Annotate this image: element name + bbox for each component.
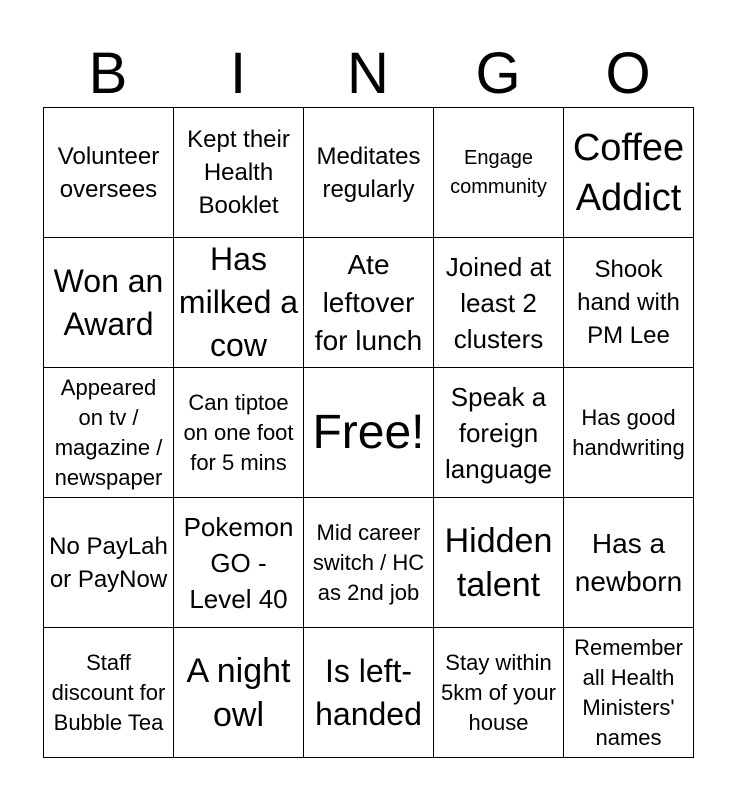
- cell-text: Engage community: [450, 146, 547, 198]
- bingo-cell[interactable]: [564, 238, 694, 368]
- bingo-cell[interactable]: [174, 108, 304, 238]
- bingo-cell[interactable]: [174, 628, 304, 758]
- cell-text: Stay within 5km of your house: [441, 649, 556, 735]
- cell-text: Has a newborn: [574, 527, 683, 597]
- cell-text: No PayLah or PayNow: [49, 532, 168, 593]
- bingo-cell[interactable]: [44, 108, 174, 238]
- cell-text: Meditates regularly: [316, 142, 421, 203]
- grid-row: [44, 108, 694, 238]
- grid-row: [44, 628, 694, 758]
- bingo-cell[interactable]: [44, 368, 174, 498]
- header-letter-i: I: [229, 41, 247, 106]
- cell-text: Pokemon GO - Level 40: [183, 511, 294, 614]
- header-letter-n: N: [347, 41, 389, 106]
- bingo-cell[interactable]: [434, 368, 564, 498]
- cell-text: Staff discount for Bubble Tea: [51, 649, 166, 735]
- cell-text: Has good handwriting: [572, 404, 685, 460]
- bingo-cell[interactable]: [564, 368, 694, 498]
- cell-text: Remember all Health Ministers' names: [574, 634, 683, 750]
- grid-row: [44, 368, 694, 498]
- bingo-grid: [43, 107, 694, 758]
- bingo-cell[interactable]: [174, 498, 304, 628]
- cell-text: Hidden talent: [444, 521, 553, 604]
- bingo-cell[interactable]: [434, 498, 564, 628]
- cell-text: Joined at least 2 clusters: [445, 251, 552, 354]
- cell-text: Mid career switch / HC as 2nd job: [312, 519, 425, 605]
- header-letter-b: B: [88, 41, 128, 106]
- bingo-cell[interactable]: [174, 368, 304, 498]
- bingo-cell[interactable]: [564, 628, 694, 758]
- header-letter-o: O: [605, 41, 651, 106]
- cell-text: Has milked a cow: [178, 241, 299, 363]
- bingo-cell[interactable]: [44, 498, 174, 628]
- bingo-cell[interactable]: [564, 498, 694, 628]
- bingo-cell[interactable]: [304, 238, 434, 368]
- grid-row: [44, 238, 694, 368]
- bingo-cell[interactable]: [304, 498, 434, 628]
- bingo-cell[interactable]: [304, 108, 434, 238]
- cell-text: Can tiptoe on one foot for 5 mins: [183, 389, 294, 475]
- cell-text: Ate leftover for lunch: [314, 248, 423, 356]
- bingo-cell[interactable]: [434, 628, 564, 758]
- bingo-cell[interactable]: [434, 238, 564, 368]
- bingo-cell[interactable]: [44, 628, 174, 758]
- cell-text: Volunteer oversees: [57, 142, 160, 203]
- bingo-header: [43, 40, 693, 108]
- cell-text: A night owl: [186, 651, 291, 734]
- bingo-cell[interactable]: [434, 108, 564, 238]
- grid-row: [44, 498, 694, 628]
- cell-text: Appeared on tv / magazine / newspaper: [54, 374, 163, 490]
- free-space-text: Free!: [312, 405, 425, 459]
- cell-text: Speak a foreign language: [445, 381, 552, 484]
- cell-text: Is left-handed: [315, 652, 422, 732]
- bingo-cell[interactable]: [174, 238, 304, 368]
- cell-text: Kept their Health Booklet: [187, 126, 290, 219]
- free-space-cell[interactable]: [304, 368, 434, 498]
- header-letter-g: G: [475, 41, 521, 106]
- cell-text: Won an Award: [53, 262, 164, 342]
- bingo-cell[interactable]: [564, 108, 694, 238]
- cell-text: Coffee Addict: [572, 126, 685, 219]
- bingo-cell[interactable]: [304, 628, 434, 758]
- cell-text: Shook hand with PM Lee: [577, 256, 680, 349]
- bingo-cell[interactable]: [44, 238, 174, 368]
